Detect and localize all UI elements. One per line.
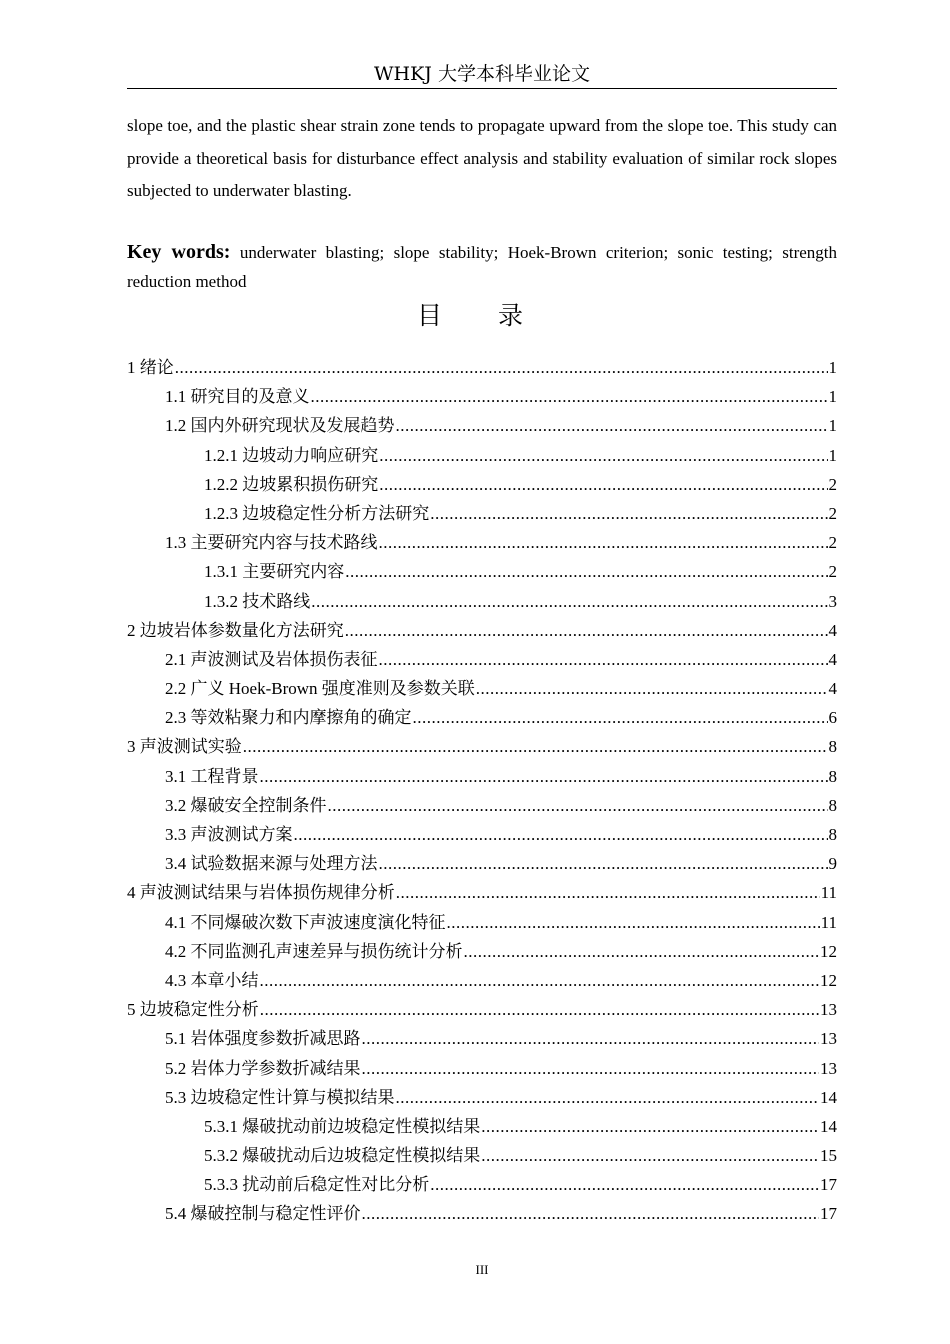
toc-entry[interactable] bbox=[127, 937, 837, 966]
toc-entry[interactable] bbox=[127, 616, 837, 645]
toc-entry[interactable] bbox=[127, 645, 837, 674]
toc-entry-title: 4.3 本章小结 bbox=[165, 970, 259, 990]
toc-entry[interactable] bbox=[127, 878, 837, 907]
toc-entry[interactable] bbox=[127, 1112, 837, 1141]
toc-entry[interactable] bbox=[127, 732, 837, 761]
toc-entry-page: 1 bbox=[828, 445, 837, 465]
toc-entry-page: 8 bbox=[828, 766, 837, 786]
toc-entry-page: 12 bbox=[820, 941, 837, 961]
toc-entry[interactable] bbox=[127, 470, 837, 499]
toc-entry[interactable] bbox=[127, 1054, 837, 1083]
toc-dot-leader bbox=[481, 1112, 819, 1141]
toc-dot-leader bbox=[379, 470, 827, 499]
toc-entry-title: 5.3 边坡稳定性计算与模拟结果 bbox=[165, 1087, 395, 1107]
page-header: WHKJ 大学本科毕业论文 bbox=[127, 60, 837, 89]
abstract-text: slope toe, and the plastic shear strain zone tends to propagate upward from the slope toe. This study can provide a theoretical basis for disturbance effect analysis and stability evaluation of similar rock slopes subjected to underwater blasting. bbox=[127, 116, 837, 200]
toc-dot-leader bbox=[430, 499, 827, 528]
toc-entry[interactable] bbox=[127, 762, 837, 791]
toc-entry[interactable] bbox=[127, 703, 837, 732]
toc-dot-leader bbox=[260, 762, 828, 791]
toc-dot-leader bbox=[396, 1083, 820, 1112]
toc-dot-leader bbox=[379, 645, 828, 674]
toc-entry[interactable] bbox=[127, 499, 837, 528]
toc-entry[interactable] bbox=[127, 908, 837, 937]
toc-entry-title: 4.1 不同爆破次数下声波速度演化特征 bbox=[165, 912, 446, 932]
toc-entry-title: 2.2 广义 Hoek-Brown 强度准则及参数关联 bbox=[165, 679, 475, 699]
toc-entry-page: 8 bbox=[828, 795, 837, 815]
toc-entry-title: 1.3.2 技术路线 bbox=[204, 591, 311, 611]
toc-dot-leader bbox=[379, 849, 828, 878]
toc-dot-leader bbox=[260, 966, 820, 995]
toc-dot-leader bbox=[362, 1024, 820, 1053]
toc-entry[interactable] bbox=[127, 1024, 837, 1053]
toc-entry[interactable] bbox=[127, 557, 837, 586]
toc-entry-page: 13 bbox=[820, 1029, 837, 1049]
toc-entry-page: 2 bbox=[828, 474, 837, 494]
toc-entry-title: 1 绪论 bbox=[127, 358, 174, 377]
toc-entry-page: 17 bbox=[820, 1204, 837, 1224]
toc-entry-title: 3.2 爆破安全控制条件 bbox=[165, 795, 327, 815]
toc-entry-title: 3.4 试验数据来源与处理方法 bbox=[165, 854, 378, 874]
toc-entry[interactable] bbox=[127, 820, 837, 849]
toc-entry[interactable] bbox=[127, 1199, 837, 1228]
toc-entry-page: 1 bbox=[828, 416, 837, 436]
toc-entry[interactable] bbox=[127, 791, 837, 820]
toc-entry-title: 1.2 国内外研究现状及发展趋势 bbox=[165, 416, 395, 436]
toc-entry-title: 3 声波测试实验 bbox=[127, 737, 242, 757]
toc-entry-title: 5 边坡稳定性分析 bbox=[127, 1000, 259, 1020]
toc-entry[interactable] bbox=[127, 382, 837, 411]
toc-entry-page: 4 bbox=[828, 649, 837, 669]
toc-entry-page: 13 bbox=[820, 1058, 837, 1078]
toc-dot-leader bbox=[294, 820, 828, 849]
toc-dot-leader bbox=[396, 878, 820, 907]
toc-entry-page: 2 bbox=[828, 562, 837, 582]
toc-dot-leader bbox=[345, 616, 828, 645]
toc-entry-page: 12 bbox=[820, 970, 837, 990]
toc-dot-leader bbox=[311, 587, 827, 616]
toc-entry-page: 2 bbox=[828, 503, 837, 523]
toc-entry-page: 4 bbox=[828, 620, 837, 640]
toc-dot-leader bbox=[464, 937, 820, 966]
toc-entry[interactable] bbox=[127, 849, 837, 878]
toc-entry[interactable] bbox=[127, 411, 837, 440]
toc-entry-title: 4.2 不同监测孔声速差异与损伤统计分析 bbox=[165, 941, 463, 961]
toc-entry[interactable] bbox=[127, 966, 837, 995]
toc-dot-leader bbox=[362, 1199, 820, 1228]
toc-entry[interactable] bbox=[127, 1170, 837, 1199]
toc-title: 目 录 bbox=[417, 301, 547, 330]
toc-entry-title: 1.2.1 边坡动力响应研究 bbox=[204, 445, 379, 465]
toc-entry[interactable] bbox=[127, 995, 837, 1024]
toc-dot-leader bbox=[481, 1141, 819, 1170]
toc-entry-title: 4 声波测试结果与岩体损伤规律分析 bbox=[127, 883, 395, 903]
toc-entry-title: 5.2 岩体力学参数折减结果 bbox=[165, 1058, 361, 1078]
toc-entry-page: 4 bbox=[828, 679, 837, 699]
toc-dot-leader bbox=[345, 557, 827, 586]
toc-entry-page: 8 bbox=[828, 737, 837, 757]
toc-entry-page: 14 bbox=[820, 1087, 837, 1107]
toc-entry-title: 5.3.2 爆破扰动后边坡稳定性模拟结果 bbox=[204, 1146, 481, 1166]
toc-entry-page: 8 bbox=[828, 825, 837, 844]
toc-dot-leader bbox=[260, 995, 819, 1024]
toc-dot-leader bbox=[447, 908, 820, 937]
toc-entry-title: 5.1 岩体强度参数折减思路 bbox=[165, 1029, 361, 1049]
toc-entry-page: 11 bbox=[820, 883, 837, 903]
toc-entry-title: 1.1 研究目的及意义 bbox=[165, 387, 310, 407]
table-of-contents bbox=[127, 353, 837, 1229]
toc-dot-leader bbox=[379, 528, 828, 557]
toc-dot-leader bbox=[396, 411, 828, 440]
toc-entry-title: 5.4 爆破控制与稳定性评价 bbox=[165, 1204, 361, 1224]
toc-entry-title: 3.1 工程背景 bbox=[165, 766, 259, 786]
keywords-text: underwater blasting; slope stability; Hoek-Brown criterion; sonic testing; strength reduction method bbox=[127, 243, 837, 291]
toc-entry-title: 2.3 等效粘聚力和内摩擦角的确定 bbox=[165, 708, 412, 728]
toc-dot-leader bbox=[328, 791, 828, 820]
toc-dot-leader bbox=[175, 353, 828, 382]
toc-entry[interactable] bbox=[127, 353, 837, 382]
toc-entry-title: 1.3.1 主要研究内容 bbox=[204, 562, 345, 582]
toc-entry-title: 3.3 声波测试方案 bbox=[165, 825, 293, 844]
toc-dot-leader bbox=[379, 441, 827, 470]
toc-entry-page: 6 bbox=[828, 708, 837, 728]
toc-dot-leader bbox=[362, 1054, 820, 1083]
toc-entry-page: 9 bbox=[828, 854, 837, 874]
toc-dot-leader bbox=[243, 732, 828, 761]
toc-entry-title: 1.3 主要研究内容与技术路线 bbox=[165, 533, 378, 553]
toc-entry[interactable] bbox=[127, 441, 837, 470]
toc-entry[interactable] bbox=[127, 587, 837, 616]
toc-dot-leader bbox=[413, 703, 828, 732]
toc-entry-title: 5.3.1 爆破扰动前边坡稳定性模拟结果 bbox=[204, 1116, 481, 1136]
toc-entry-title: 2 边坡岩体参数量化方法研究 bbox=[127, 620, 344, 640]
keywords-label: Key words: bbox=[127, 241, 231, 263]
toc-dot-leader bbox=[430, 1170, 819, 1199]
toc-entry-title: 5.3.3 扰动前后稳定性对比分析 bbox=[204, 1175, 430, 1195]
toc-entry-page: 15 bbox=[820, 1146, 837, 1166]
toc-entry-title: 2.1 声波测试及岩体损伤表征 bbox=[165, 649, 378, 669]
toc-entry[interactable] bbox=[127, 528, 837, 557]
toc-entry-page: 1 bbox=[828, 387, 837, 407]
toc-entry-page: 17 bbox=[820, 1175, 837, 1195]
toc-entry-title: 1.2.2 边坡累积损伤研究 bbox=[204, 474, 379, 494]
toc-entry[interactable] bbox=[127, 1141, 837, 1170]
toc-dot-leader bbox=[476, 674, 828, 703]
keywords-paragraph bbox=[127, 238, 837, 296]
toc-entry-page: 2 bbox=[828, 533, 837, 553]
toc-entry-page: 13 bbox=[820, 1000, 837, 1020]
toc-entry-title: 1.2.3 边坡稳定性分析方法研究 bbox=[204, 503, 430, 523]
toc-entry[interactable] bbox=[127, 1083, 837, 1112]
toc-dot-leader bbox=[311, 382, 828, 411]
toc-entry-page: 11 bbox=[820, 912, 837, 932]
toc-entry-page: 14 bbox=[820, 1116, 837, 1136]
page-number: III bbox=[475, 1262, 489, 1277]
toc-entry-page: 1 bbox=[828, 358, 837, 377]
toc-entry[interactable] bbox=[127, 674, 837, 703]
toc-entry-page: 3 bbox=[828, 591, 837, 611]
